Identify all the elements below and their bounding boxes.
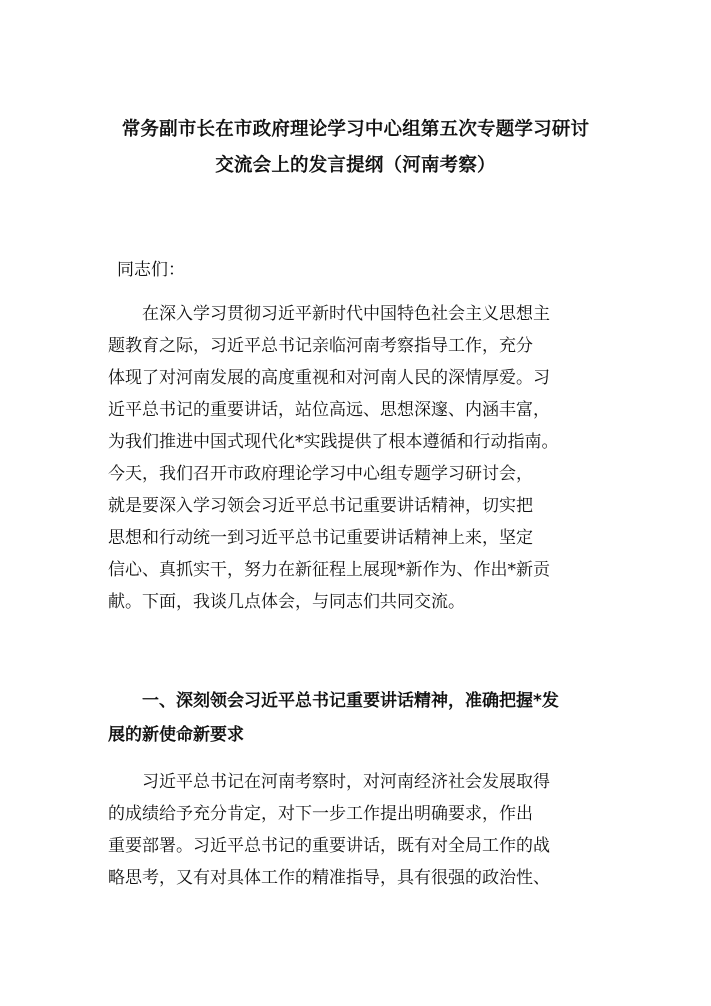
heading-line: 一、深刻领会习近平总书记重要讲话精神，准确把握*发	[142, 691, 559, 711]
paragraph-line: 信心、真抓实干，努力在新征程上展现*新作为、作出*新贡	[108, 560, 550, 580]
paragraph-line: 重要部署。习近平总书记的重要讲话，既有对全局工作的战	[108, 836, 550, 856]
paragraph-line: 略思考，又有对具体工作的精准指导，具有很强的政治性、	[108, 868, 550, 888]
paragraph-line: 献。下面，我谈几点体会，与同志们共同交流。	[108, 592, 465, 612]
paragraph-line: 题教育之际，习近平总书记亲临河南考察指导工作，充分	[108, 336, 533, 356]
paragraph-line: 近平总书记的重要讲话，站位高远、思想深邃、内涵丰富，	[108, 400, 550, 420]
salutation: 同志们：	[117, 260, 185, 280]
document-title-line-1: 常务副市长在市政府理论学习中心组第五次专题学习研讨	[121, 119, 590, 140]
paragraph-line: 习近平总书记在河南考察时，对河南经济社会发展取得	[142, 772, 550, 792]
section-1-heading	[108, 684, 611, 752]
intro-paragraph	[108, 298, 611, 618]
paragraph-line: 今天，我们召开市政府理论学习中心组专题学习研讨会，	[108, 464, 533, 484]
paragraph-line: 在深入学习贯彻习近平新时代中国特色社会主义思想主	[142, 304, 550, 324]
paragraph-line: 的成绩给予充分肯定，对下一步工作提出明确要求，作出	[108, 804, 533, 824]
paragraph-line: 思想和行动统一到习近平总书记重要讲话精神上来，坚定	[108, 528, 533, 548]
paragraph-line: 体现了对河南发展的高度重视和对河南人民的深情厚爱。习	[108, 368, 550, 388]
paragraph-line: 就是要深入学习领会习近平总书记重要讲话精神，切实把	[108, 496, 533, 516]
heading-line: 展的新使命新要求	[108, 725, 244, 745]
document-title-line-2: 交流会上的发言提纲（河南考察）	[215, 155, 496, 176]
paragraph-line: 为我们推进中国式现代化*实践提供了根本遵循和行动指南。	[108, 432, 559, 452]
section-1-paragraph	[108, 766, 611, 894]
